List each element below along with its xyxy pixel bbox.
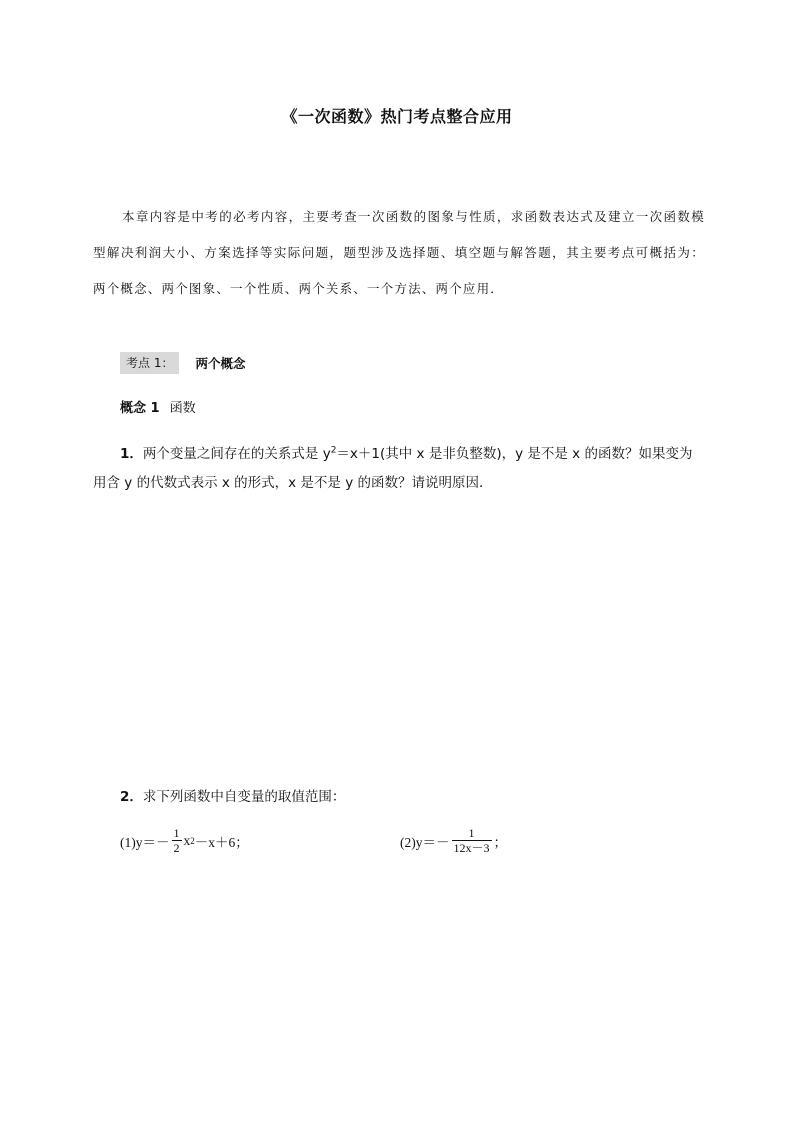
- formula-1-fraction: [172, 826, 182, 855]
- kaodian-tag: 考点 1：: [120, 352, 179, 374]
- concept-heading: [120, 397, 196, 416]
- formula-2-numerator: 1: [468, 826, 475, 840]
- formula-1-prefix: (1)y＝－: [120, 834, 170, 850]
- concept-name: 函数: [169, 401, 196, 416]
- question-1-text-a: 两个变量之间存在的关系式是 y: [142, 446, 331, 462]
- formula-1-variable: x: [183, 832, 191, 848]
- question-2-text: 求下列函数中自变量的取值范围：: [142, 789, 346, 805]
- formula-1-suffix: －x＋6；: [194, 834, 249, 850]
- formula-2-prefix: (2)y＝－: [400, 834, 450, 850]
- formula-2-denominator: 12x－3: [453, 841, 490, 855]
- page-title: 《一次函数》热门考点整合应用: [281, 107, 513, 126]
- formula-1-numerator: 1: [173, 826, 180, 840]
- kaodian-title: 两个概念: [195, 356, 246, 371]
- question-2-number: 2．: [120, 789, 143, 805]
- formula-2-fraction: [452, 826, 492, 855]
- question-1-superscript: 2: [330, 445, 337, 456]
- question-1-number: 1．: [120, 446, 143, 462]
- concept-label: 概念 1: [120, 401, 160, 416]
- question-1: [93, 440, 705, 498]
- intro-paragraph: 本章内容是中考的必考内容，主要考查一次函数的图象与性质，求函数表达式及建立一次函数模型解决利润大小、方案选择等实际问题，题型涉及选择题、填空题与解答题，其主要考点可概括为：两个概念、两个图象、一个性质、两个关系、一个方法、两个应用．: [93, 209, 705, 296]
- kaodian-header: [120, 352, 245, 374]
- question-2: [120, 785, 345, 805]
- formula-1: (1)y＝－ $\frac{1}{2}$ x 2 －x＋6；: [120, 826, 249, 855]
- question-1-text-b: ＝x＋1(其中 x 是非负整数)，y 是不是 x 的函数？如果变为用含 y 的代数式表示 x 的形式，x 是不是 y 的函数？请说明原因．: [93, 446, 693, 491]
- formula-2: [400, 826, 507, 855]
- formula-2-suffix: ；: [493, 834, 508, 850]
- formula-1-denominator: 2: [173, 841, 180, 855]
